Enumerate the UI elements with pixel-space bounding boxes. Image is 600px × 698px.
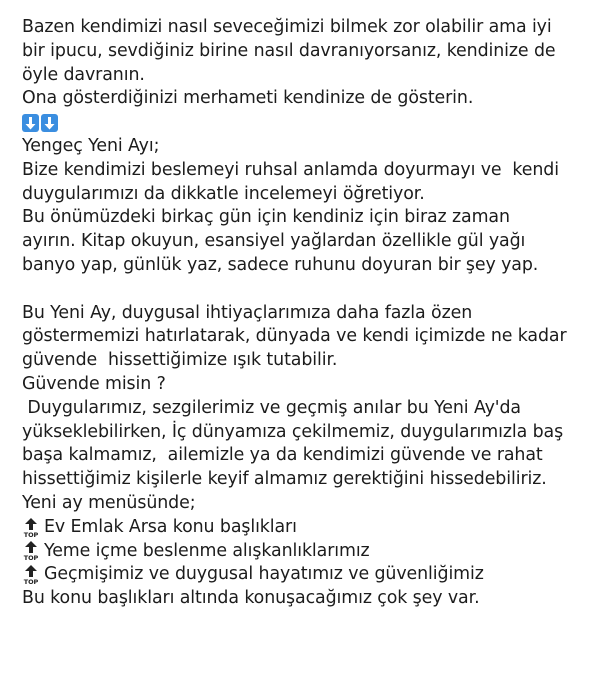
text-line: Ona gösterdiğinizi merhameti kendinize de gösterin.	[22, 88, 474, 109]
top-arrow-icon	[22, 518, 40, 538]
arrow-emoji-row	[22, 111, 594, 135]
text-line: bir ipucu, sevdiğiniz birine nasıl davranıyorsanız, kendinize de	[22, 40, 556, 61]
text-line: Duygularımız, sezgilerimiz ve geçmiş anılar bu Yeni Ay'da	[22, 397, 521, 418]
text-line: Yeni ay menüsünde;	[22, 492, 196, 513]
menu-item-text: Geçmişimiz ve duygusal hayatımız ve güvenliğimiz	[44, 564, 484, 585]
svg-text:TOP: TOP	[23, 554, 39, 562]
text-line: Bu önümüzdeki birkaç gün için kendiniz için biraz zaman	[22, 207, 510, 228]
menu-item-text: Ev Emlak Arsa konu başlıkları	[44, 516, 297, 537]
text-line: başa kalmamız, ailemizle ya da kendimizi güvende ve rahat	[22, 445, 543, 466]
text-line: Yengeç Yeni Ayı;	[22, 135, 160, 156]
text-line: ayırın. Kitap okuyun, esansiyel yağlardan özellikle gül yağı	[22, 231, 526, 252]
text-line: öyle davranın.	[22, 64, 145, 85]
paragraph-gap	[22, 278, 594, 302]
text-line: Bazen kendimizi nasıl seveceğimizi bilmek zor olabilir ama iyi	[22, 17, 552, 37]
svg-text:TOP: TOP	[23, 578, 39, 586]
menu-list-item	[22, 540, 594, 564]
top-arrow-icon	[22, 541, 40, 561]
menu-list-item	[22, 516, 594, 540]
text-line: hissettiğimiz kişilerle keyif almamız gerektiğini hissedebiliriz.	[22, 469, 547, 490]
text-line: duygularımızı da dikkatle incelemeyi öğretiyor.	[22, 183, 425, 204]
menu-list-item	[22, 563, 594, 587]
text-line: yükseklebilirken, İç dünyamıza çekilmemiz, duygularımızla baş	[22, 421, 564, 442]
down-arrow-icon	[22, 114, 39, 132]
closing-text: Bu konu başlıkları altında konuşacağımız çok şey var.	[22, 588, 480, 609]
text-line: göstermemizi hatırlatarak, dünyada ve kendi içimizde ne kadar	[22, 326, 567, 347]
down-arrow-icon	[41, 114, 58, 132]
svg-text:TOP: TOP	[23, 530, 39, 538]
post-body	[22, 16, 594, 611]
text-line: güvende hissettiğimize ışık tutabilir.	[22, 350, 338, 371]
text-line: Bu Yeni Ay, duygusal ihtiyaçlarımıza daha fazla özen	[22, 302, 473, 323]
text-line: Güvende misin ?	[22, 373, 166, 394]
text-line: Bize kendimizi beslemeyi ruhsal anlamda doyurmayı ve kendi	[22, 159, 559, 180]
top-arrow-icon	[22, 565, 40, 585]
text-line: banyo yap, günlük yaz, sadece ruhunu doyuran bir şey yap.	[22, 254, 539, 275]
menu-item-text: Yeme içme beslenme alışkanlıklarımız	[44, 540, 370, 561]
